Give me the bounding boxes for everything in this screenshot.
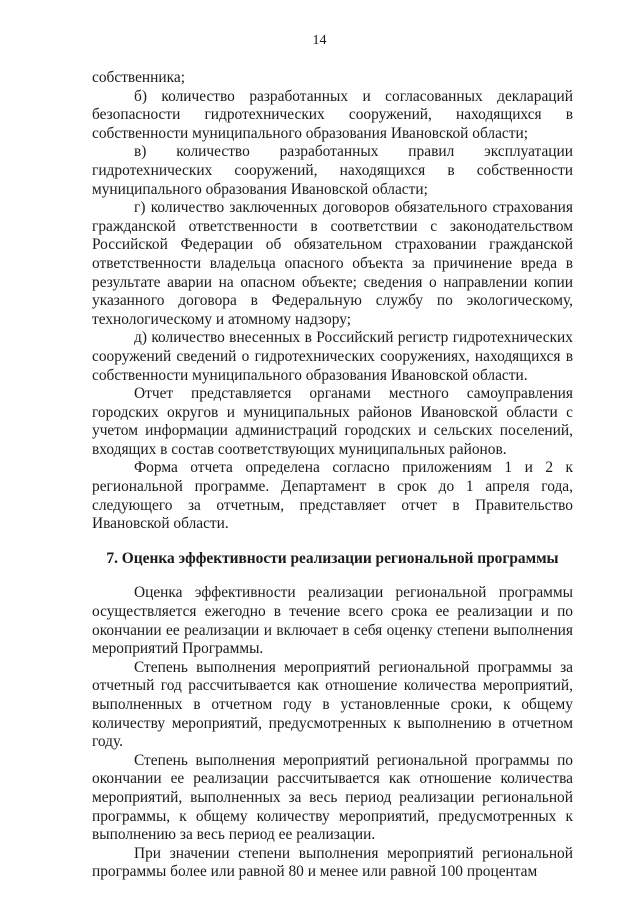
- paragraph-item-g: г) количество заключенных договоров обязательного страхования гражданской ответственности в соответствии с законодательством Российской Федерации об обязательном страховании гражданской ответственности владельца опасного объекта за причинение вреда в результате аварии на опасном объекте; сведения о направлении копии указанного договора в Федеральную службу по экологическому, технологическому и атомному надзору;: [92, 199, 573, 328]
- paragraph-final-degree: Степень выполнения мероприятий региональной программы по окончании ее реализации рассчитывается как отношение количества мероприятий, выполненных за весь период реализации региональной программы, к общему количеству мероприятий, предусмотренных к выполнению за весь период ее реализации.: [92, 751, 573, 844]
- paragraph-report-form: Форма отчета определена согласно приложениям 1 и 2 к региональной программе. Департамент в срок до 1 апреля года, следующего за отчетным, представляет отчет в Правительство Ивановской области.: [92, 459, 573, 533]
- paragraph-owner-continuation: собственника;: [92, 69, 185, 86]
- paragraph-annual-degree: Степень выполнения мероприятий региональной программы за отчетный год рассчитывается как отношение количества мероприятий, выполненных в отчетном году в установленные сроки, к общему количеству мероприятий, предусмотренных к выполнению в отчетном году.: [92, 658, 573, 751]
- paragraph-threshold: При значении степени выполнения мероприятий региональной программы более или равной 80 и менее или равной 100 процентам: [92, 844, 573, 881]
- paragraph-report-submission: Отчет представляется органами местного самоуправления городских округов и муниципальных районов Ивановской области с учетом информации администраций городских и сельских поселений, входящих в состав соответствующих муниципальных районов.: [92, 385, 573, 458]
- paragraph-item-d: д) количество внесенных в Российский регистр гидротехнических сооружений сведений о гидротехнических сооружениях, находящихся в собственности муниципального образования Ивановской области.: [92, 329, 573, 384]
- section-heading: 7. Оценка эффективности реализации региональной программы: [106, 549, 559, 567]
- paragraph-evaluation-intro: Оценка эффективности реализации региональной программы осуществляется ежегодно в течение всего срока ее реализации и по окончании ее реализации и включает в себя оценку степени выполнения мероприятий Программы.: [92, 584, 573, 658]
- page-number: 14: [312, 33, 327, 48]
- paragraph-item-b: б) количество разработанных и согласованных деклараций безопасности гидротехнических сооружений, находящихся в собственности муниципального образования Ивановской области;: [92, 87, 573, 142]
- document-body: [92, 69, 573, 882]
- paragraph-item-v: в) количество разработанных правил эксплуатации гидротехнических сооружений, находящихся в собственности муниципального образования Ивановской области;: [92, 143, 573, 198]
